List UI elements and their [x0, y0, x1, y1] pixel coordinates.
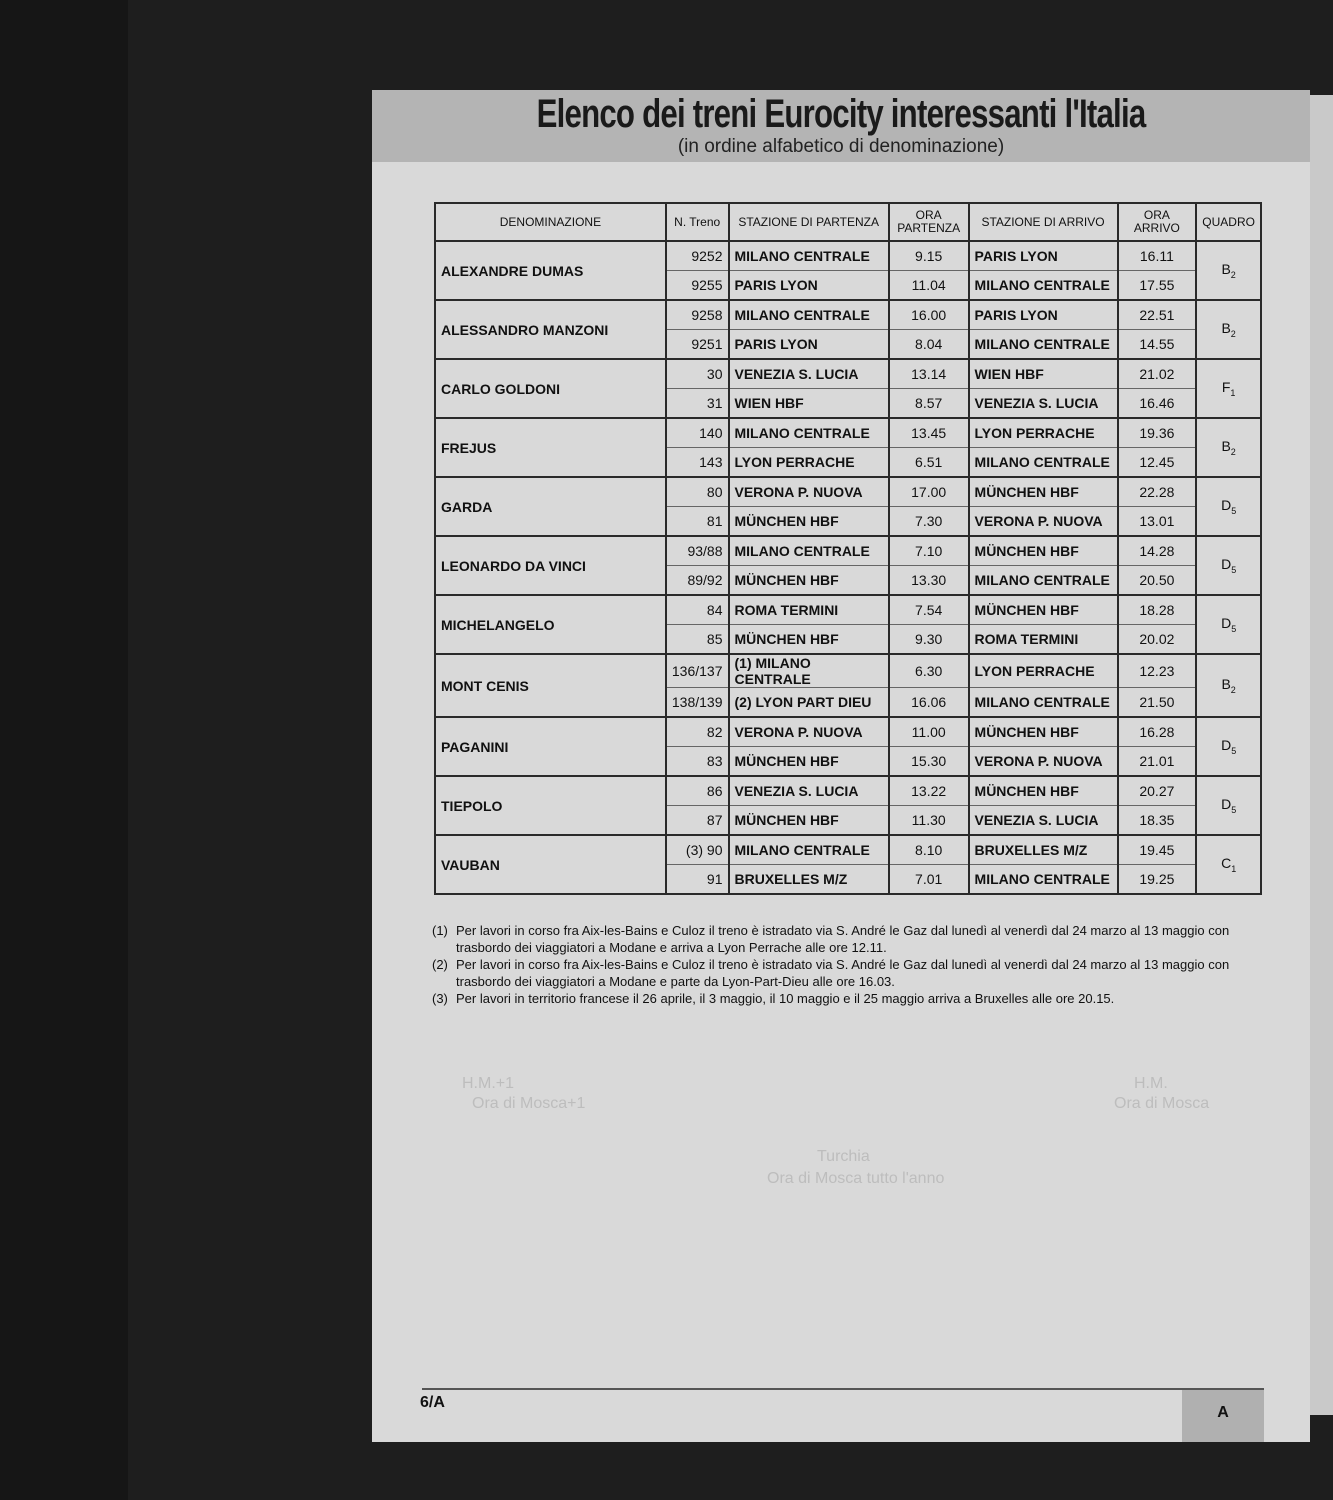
bg-country-note: Ora di Mosca tutto l'anno [767, 1170, 945, 1187]
bg-left-zone: Ora di Mosca+1 [472, 1095, 586, 1112]
departure-station: (1) MILANO CENTRALE [729, 654, 889, 688]
train-number: (3) 90 [666, 835, 729, 865]
arrival-time: 21.50 [1118, 688, 1197, 718]
bg-right-time: H.M. [1134, 1075, 1168, 1092]
arrival-time: 16.11 [1118, 241, 1197, 271]
arrival-time: 17.55 [1118, 271, 1197, 301]
departure-time: 11.04 [889, 271, 969, 301]
table-row [435, 477, 1261, 507]
departure-time: 9.30 [889, 625, 969, 655]
train-number: 138/139 [666, 688, 729, 718]
arrival-time: 19.45 [1118, 835, 1197, 865]
arrival-station: MILANO CENTRALE [969, 448, 1118, 478]
footnote-text: Per lavori in corso fra Aix-les-Bains e Culoz il treno è istradato via S. André le Gaz dal lunedì al venerdì dal 24 marzo al 13 maggio con trasbordo dei viaggiatori a Modane e parte da Lyon-Part-Dieu alle ore 16.03. [456, 957, 1230, 989]
quadro-subscript: 5 [1231, 505, 1237, 516]
departure-time: 11.30 [889, 806, 969, 836]
train-name: TIEPOLO [435, 776, 666, 835]
departure-station: MÜNCHEN HBF [729, 625, 889, 655]
train-name: ALESSANDRO MANZONI [435, 300, 666, 359]
page-subtitle: (in ordine alfabetico di denominazione) [677, 136, 1005, 157]
timetable-page [372, 90, 1310, 1442]
table-row [435, 835, 1261, 865]
quadro-cell [1196, 595, 1261, 654]
departure-station: BRUXELLES M/Z [729, 865, 889, 895]
bg-left-time: H.M.+1 [462, 1075, 515, 1092]
departure-time: 8.04 [889, 330, 969, 360]
arrival-time: 19.25 [1118, 865, 1197, 895]
arrival-time: 20.50 [1118, 566, 1197, 596]
quadro-letter: D [1221, 796, 1232, 813]
arrival-station: LYON PERRACHE [969, 418, 1118, 448]
departure-station: MILANO CENTRALE [729, 536, 889, 566]
arrival-time: 20.27 [1118, 776, 1197, 806]
arrival-time: 20.02 [1118, 625, 1197, 655]
quadro-cell [1196, 241, 1261, 300]
train-name: MONT CENIS [435, 654, 666, 717]
quadro-letter: B [1221, 261, 1231, 278]
departure-station: MÜNCHEN HBF [729, 566, 889, 596]
quadro-subscript: 2 [1230, 684, 1236, 695]
departure-station: PARIS LYON [729, 271, 889, 301]
arrival-time: 21.02 [1118, 359, 1197, 389]
departure-station: (2) LYON PART DIEU [729, 688, 889, 718]
section-tab-label: A [1217, 1404, 1229, 1421]
arrival-station: VENEZIA S. LUCIA [969, 389, 1118, 419]
departure-station: MÜNCHEN HBF [729, 747, 889, 777]
quadro-subscript: 1 [1231, 863, 1237, 874]
footnote-mark: (2) [432, 957, 448, 972]
arrival-time: 12.23 [1118, 654, 1197, 688]
arrival-station: MILANO CENTRALE [969, 271, 1118, 301]
quadro-cell [1196, 654, 1261, 717]
train-name: ALEXANDRE DUMAS [435, 241, 666, 300]
departure-time: 16.06 [889, 688, 969, 718]
quadro-cell [1196, 835, 1261, 894]
departure-time: 7.01 [889, 865, 969, 895]
train-name: MICHELANGELO [435, 595, 666, 654]
departure-station: LYON PERRACHE [729, 448, 889, 478]
header-band [372, 90, 1310, 162]
train-name: CARLO GOLDONI [435, 359, 666, 418]
departure-station: WIEN HBF [729, 389, 889, 419]
quadro-subscript: 5 [1231, 745, 1237, 756]
train-number: 9258 [666, 300, 729, 330]
bg-right-zone: Ora di Mosca [1114, 1095, 1210, 1112]
col-ora-partenza: ORA PARTENZA [889, 203, 969, 241]
train-number: 9255 [666, 271, 729, 301]
arrival-station: MÜNCHEN HBF [969, 536, 1118, 566]
departure-station: MILANO CENTRALE [729, 835, 889, 865]
quadro-subscript: 2 [1230, 269, 1236, 280]
quadro-cell [1196, 300, 1261, 359]
table-row [435, 359, 1261, 389]
quadro-cell [1196, 776, 1261, 835]
quadro-letter: B [1221, 676, 1231, 693]
footnote-text: Per lavori in corso fra Aix-les-Bains e Culoz il treno è istradato via S. André le Gaz dal lunedì al venerdì dal 24 marzo al 13 maggio con trasbordo dei viaggiatori a Modane e arriva a Lyon Perrache alle ore 12.11. [456, 923, 1230, 955]
quadro-subscript: 2 [1230, 446, 1236, 457]
col-n-treno: N. Treno [666, 203, 729, 241]
departure-time: 13.14 [889, 359, 969, 389]
departure-time: 17.00 [889, 477, 969, 507]
departure-station: VERONA P. NUOVA [729, 717, 889, 747]
departure-time: 6.30 [889, 654, 969, 688]
quadro-cell [1196, 477, 1261, 536]
footnote-text: Per lavori in territorio francese il 26 aprile, il 3 maggio, il 10 maggio e il 25 maggio arriva a Bruxelles alle ore 20.15. [456, 991, 1115, 1006]
departure-time: 16.00 [889, 300, 969, 330]
arrival-time: 22.28 [1118, 477, 1197, 507]
table-row [435, 418, 1261, 448]
arrival-station: MILANO CENTRALE [969, 865, 1118, 895]
quadro-letter: C [1221, 855, 1232, 872]
arrival-time: 19.36 [1118, 418, 1197, 448]
arrival-time: 22.51 [1118, 300, 1197, 330]
arrival-station: BRUXELLES M/Z [969, 835, 1118, 865]
bg-country: Turchia [817, 1148, 870, 1165]
departure-time: 8.10 [889, 835, 969, 865]
table-row [435, 776, 1261, 806]
table-header-row [435, 203, 1261, 241]
section-tab [1182, 1390, 1264, 1442]
departure-time: 15.30 [889, 747, 969, 777]
arrival-station: MÜNCHEN HBF [969, 717, 1118, 747]
table-row [435, 536, 1261, 566]
departure-station: MÜNCHEN HBF [729, 806, 889, 836]
train-number: 81 [666, 507, 729, 537]
train-name: VAUBAN [435, 835, 666, 894]
train-number: 89/92 [666, 566, 729, 596]
train-number: 31 [666, 389, 729, 419]
page-title: Elenco dei treni Eurocity interessanti l'Italia [536, 92, 1146, 136]
arrival-time: 14.55 [1118, 330, 1197, 360]
train-number: 86 [666, 776, 729, 806]
arrival-station: VERONA P. NUOVA [969, 507, 1118, 537]
departure-station: VENEZIA S. LUCIA [729, 776, 889, 806]
arrival-station: MÜNCHEN HBF [969, 776, 1118, 806]
quadro-subscript: 5 [1231, 623, 1237, 634]
arrival-station: PARIS LYON [969, 241, 1118, 271]
train-number: 84 [666, 595, 729, 625]
train-number: 136/137 [666, 654, 729, 688]
quadro-letter: D [1221, 556, 1232, 573]
departure-time: 9.15 [889, 241, 969, 271]
footnote [432, 922, 1264, 956]
train-number: 80 [666, 477, 729, 507]
departure-station: MILANO CENTRALE [729, 300, 889, 330]
quadro-subscript: 5 [1231, 564, 1237, 575]
departure-time: 7.54 [889, 595, 969, 625]
departure-station: VENEZIA S. LUCIA [729, 359, 889, 389]
footnotes [432, 922, 1264, 1007]
col-stazione-arrivo: STAZIONE DI ARRIVO [969, 203, 1118, 241]
quadro-subscript: 1 [1230, 387, 1236, 398]
train-number: 30 [666, 359, 729, 389]
departure-station: MÜNCHEN HBF [729, 507, 889, 537]
departure-time: 11.00 [889, 717, 969, 747]
departure-time: 7.30 [889, 507, 969, 537]
departure-time: 13.22 [889, 776, 969, 806]
arrival-station: MÜNCHEN HBF [969, 477, 1118, 507]
table-row [435, 241, 1261, 271]
arrival-time: 18.35 [1118, 806, 1197, 836]
departure-station: MILANO CENTRALE [729, 418, 889, 448]
page-edge [1310, 95, 1333, 1415]
train-number: 140 [666, 418, 729, 448]
train-number: 9251 [666, 330, 729, 360]
quadro-letter: D [1221, 615, 1232, 632]
table-row [435, 595, 1261, 625]
arrival-station: MILANO CENTRALE [969, 688, 1118, 718]
departure-station: MILANO CENTRALE [729, 241, 889, 271]
quadro-subscript: 5 [1231, 804, 1237, 815]
train-name: LEONARDO DA VINCI [435, 536, 666, 595]
quadro-letter: D [1221, 737, 1232, 754]
train-number: 91 [666, 865, 729, 895]
arrival-time: 14.28 [1118, 536, 1197, 566]
departure-time: 13.45 [889, 418, 969, 448]
footnote [432, 956, 1264, 990]
departure-station: PARIS LYON [729, 330, 889, 360]
col-ora-arrivo: ORA ARRIVO [1118, 203, 1197, 241]
train-number: 9252 [666, 241, 729, 271]
page-number: 6/A [420, 1394, 445, 1411]
table-row [435, 300, 1261, 330]
col-denominazione: DENOMINAZIONE [435, 203, 666, 241]
departure-time: 6.51 [889, 448, 969, 478]
quadro-letter: F [1221, 379, 1231, 396]
train-name: GARDA [435, 477, 666, 536]
col-stazione-partenza: STAZIONE DI PARTENZA [729, 203, 889, 241]
train-number: 87 [666, 806, 729, 836]
quadro-letter: D [1221, 497, 1232, 514]
train-number: 143 [666, 448, 729, 478]
arrival-time: 16.46 [1118, 389, 1197, 419]
dark-background [0, 0, 128, 1500]
arrival-time: 16.28 [1118, 717, 1197, 747]
arrival-station: LYON PERRACHE [969, 654, 1118, 688]
arrival-station: MILANO CENTRALE [969, 566, 1118, 596]
footnote-mark: (1) [432, 923, 448, 938]
quadro-cell [1196, 717, 1261, 776]
arrival-time: 18.28 [1118, 595, 1197, 625]
quadro-cell [1196, 536, 1261, 595]
arrival-station: PARIS LYON [969, 300, 1118, 330]
footnote [432, 990, 1264, 1007]
departure-time: 7.10 [889, 536, 969, 566]
arrival-time: 21.01 [1118, 747, 1197, 777]
train-name: PAGANINI [435, 717, 666, 776]
footnote-mark: (3) [432, 991, 448, 1006]
arrival-station: WIEN HBF [969, 359, 1118, 389]
arrival-time: 12.45 [1118, 448, 1197, 478]
table-body [435, 241, 1261, 894]
departure-time: 8.57 [889, 389, 969, 419]
quadro-cell [1196, 418, 1261, 477]
departure-station: VERONA P. NUOVA [729, 477, 889, 507]
train-number: 83 [666, 747, 729, 777]
arrival-station: ROMA TERMINI [969, 625, 1118, 655]
arrival-station: VERONA P. NUOVA [969, 747, 1118, 777]
eurocity-table [434, 202, 1262, 895]
train-number: 93/88 [666, 536, 729, 566]
train-name: FREJUS [435, 418, 666, 477]
quadro-cell [1196, 359, 1261, 418]
train-number: 85 [666, 625, 729, 655]
table-row [435, 717, 1261, 747]
arrival-time: 13.01 [1118, 507, 1197, 537]
arrival-station: MILANO CENTRALE [969, 330, 1118, 360]
quadro-letter: B [1221, 320, 1231, 337]
quadro-letter: B [1221, 438, 1231, 455]
arrival-station: MÜNCHEN HBF [969, 595, 1118, 625]
arrival-station: VENEZIA S. LUCIA [969, 806, 1118, 836]
col-quadro: QUADRO [1196, 203, 1261, 241]
departure-time: 13.30 [889, 566, 969, 596]
quadro-subscript: 2 [1230, 328, 1236, 339]
footer-rule [422, 1388, 1264, 1390]
departure-station: ROMA TERMINI [729, 595, 889, 625]
train-number: 82 [666, 717, 729, 747]
table-row [435, 654, 1261, 688]
